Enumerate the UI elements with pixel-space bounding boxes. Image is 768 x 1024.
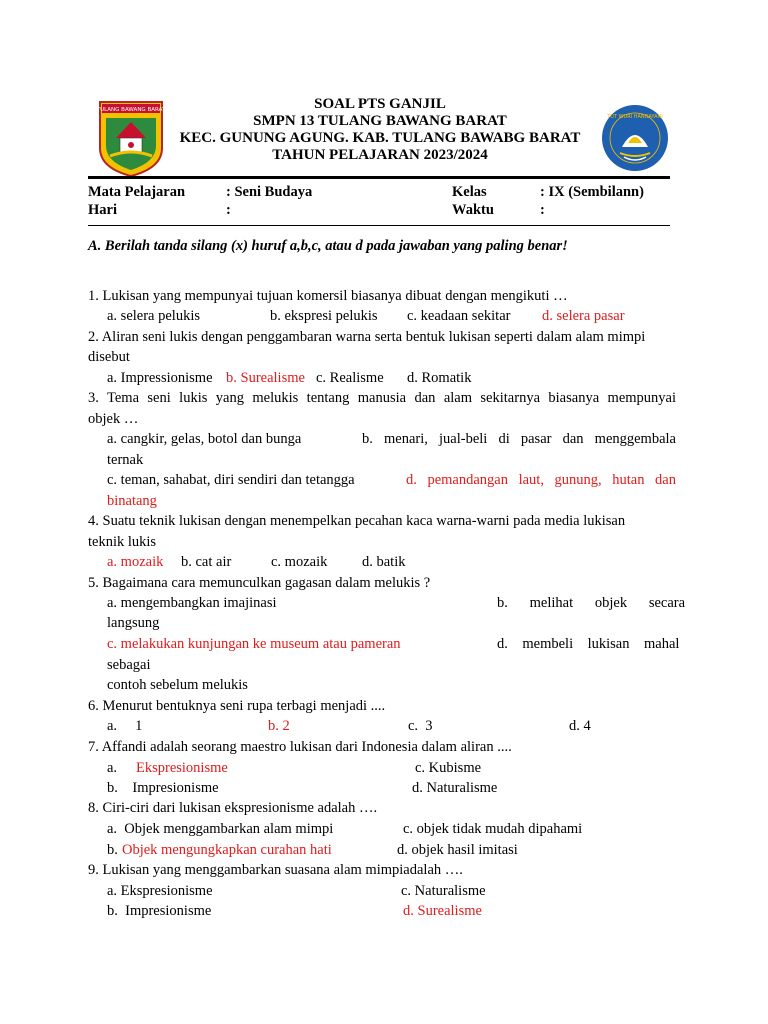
q3-option-c: c. teman, sahabat, diri sendiri dan tetangga [107,472,355,488]
q1-option-c: c. keadaan sekitar [407,308,511,324]
q4-option-c: c. mozaik [271,554,328,570]
q8-option-b-answer: Objek mengungkapkan curahan hati [122,842,332,858]
q5-option-c-answer: c. melakukan kunjungan ke museum atau pameran [107,636,401,652]
class-label: Kelas [452,184,487,200]
q6-option-c: c. 3 [408,718,433,734]
regency-emblem-logo [96,98,166,178]
question-8: 8. Ciri-ciri dari lukisan ekspresionisme adalah …. [88,800,378,816]
q2-option-b-answer: b. Surealisme [226,370,305,386]
q9-option-a: a. Ekspresionisme [107,883,213,899]
header-title: SOAL PTS GANJIL [314,96,446,112]
day-label: Hari [88,202,117,218]
q3-option-d-answer-cont: binatang [107,493,157,509]
question-3: 3. Tema seni lukis yang melukis tentang manusia dan alam sekitarnya biasanya mempunyai [88,390,676,406]
q5-option-b: b. melihat objek secara [497,595,686,611]
q2-option-c: c. Realisme [316,370,384,386]
meta-divider [88,225,670,226]
logo-motto-text: TUT WURI HANDAYANI [607,114,663,120]
q6-option-b-answer: b. 2 [268,718,290,734]
question-4: 4. Suatu teknik lukisan dengan menempelkan pecahan kaca warna-warni pada media lukisan [88,513,626,529]
header-year: TAHUN PELAJARAN 2023/2024 [272,147,488,163]
time-value: : [540,202,545,218]
q7-option-a-letter: a. [107,760,118,776]
q5-option-b-cont: langsung [107,615,160,631]
q9-option-c: c. Naturalisme [401,883,486,899]
q4-option-a-answer: a. mozaik [107,554,164,570]
q3-option-b-cont: ternak [107,452,144,468]
q5-option-a: a. mengembangkan imajinasi [107,595,277,611]
header-school: SMPN 13 TULANG BAWANG BARAT [253,113,507,129]
q1-option-b: b. ekspresi pelukis [270,308,378,324]
q2-option-a: a. Impressionisme [107,370,213,386]
question-7: 7. Affandi adalah seorang maestro lukisan dari Indonesia dalam aliran .... [88,739,512,755]
q5-option-d-cont2: contoh sebelum melukis [107,677,248,693]
q1-option-a: a. selera pelukis [107,308,201,324]
q7-option-b: b. Impresionisme [107,780,219,796]
q7-option-a-answer: Ekspresionisme [136,760,228,776]
q3-option-b: b. menari, jual-beli di pasar dan menggembala [362,431,676,447]
class-value: : IX (Sembilann) [540,184,644,200]
q6-option-d: d. 4 [569,718,591,734]
q9-option-b: b. Impresionisme [107,903,212,919]
q1-option-d-answer: d. selera pasar [542,308,625,324]
header-divider [88,176,670,179]
q3-option-d-answer: d. pemandangan laut, gunung, hutan dan [406,472,676,488]
q2-option-d: d. Romatik [407,370,472,386]
q5-option-d: d. membeli lukisan mahal [497,636,680,652]
q6-option-a: a. 1 [107,718,143,734]
subject-label: Mata Pelajaran [88,184,186,200]
emblem-text: TULANG BAWANG BARAT [96,107,166,113]
question-1: 1. Lukisan yang mempunyai tujuan komersil biasanya dibuat dengan mengikuti … [88,288,568,304]
subject-value: : Seni Budaya [226,184,313,200]
q9-option-d-answer: d. Surealisme [403,903,482,919]
question-4-cont: teknik lukis [88,534,157,550]
question-2-cont: disebut [88,349,130,365]
tut-wuri-handayani-logo [600,103,670,173]
q8-option-a: a. Objek menggambarkan alam mimpi [107,821,334,837]
question-6: 6. Menurut bentuknya seni rupa terbagi menjadi .... [88,698,386,714]
question-9: 9. Lukisan yang menggambarkan suasana alam mimpiadalah …. [88,862,463,878]
question-2: 2. Aliran seni lukis dengan penggambaran warna serta bentuk lukisan seperti dalam alam mimpi [88,329,646,345]
q7-option-c: c. Kubisme [415,760,482,776]
q4-option-d: d. batik [362,554,406,570]
instruction-text: A. Berilah tanda silang (x) huruf a,b,c, atau d pada jawaban yang paling benar! [88,238,568,254]
q5-option-d-cont: sebagai [107,657,151,673]
day-value: : [226,202,231,218]
q8-option-d: d. objek hasil imitasi [397,842,518,858]
q3-option-a: a. cangkir, gelas, botol dan bunga [107,431,302,447]
question-3-cont: objek … [88,411,139,427]
q8-option-b-letter: b. [107,842,118,858]
question-5: 5. Bagaimana cara memunculkan gagasan dalam melukis ? [88,575,431,591]
header-district: KEC. GUNUNG AGUNG. KAB. TULANG BAWABG BARAT [179,130,581,146]
q8-option-c: c. objek tidak mudah dipahami [403,821,583,837]
time-label: Waktu [452,202,494,218]
q7-option-d: d. Naturalisme [412,780,498,796]
q4-option-b: b. cat air [181,554,232,570]
